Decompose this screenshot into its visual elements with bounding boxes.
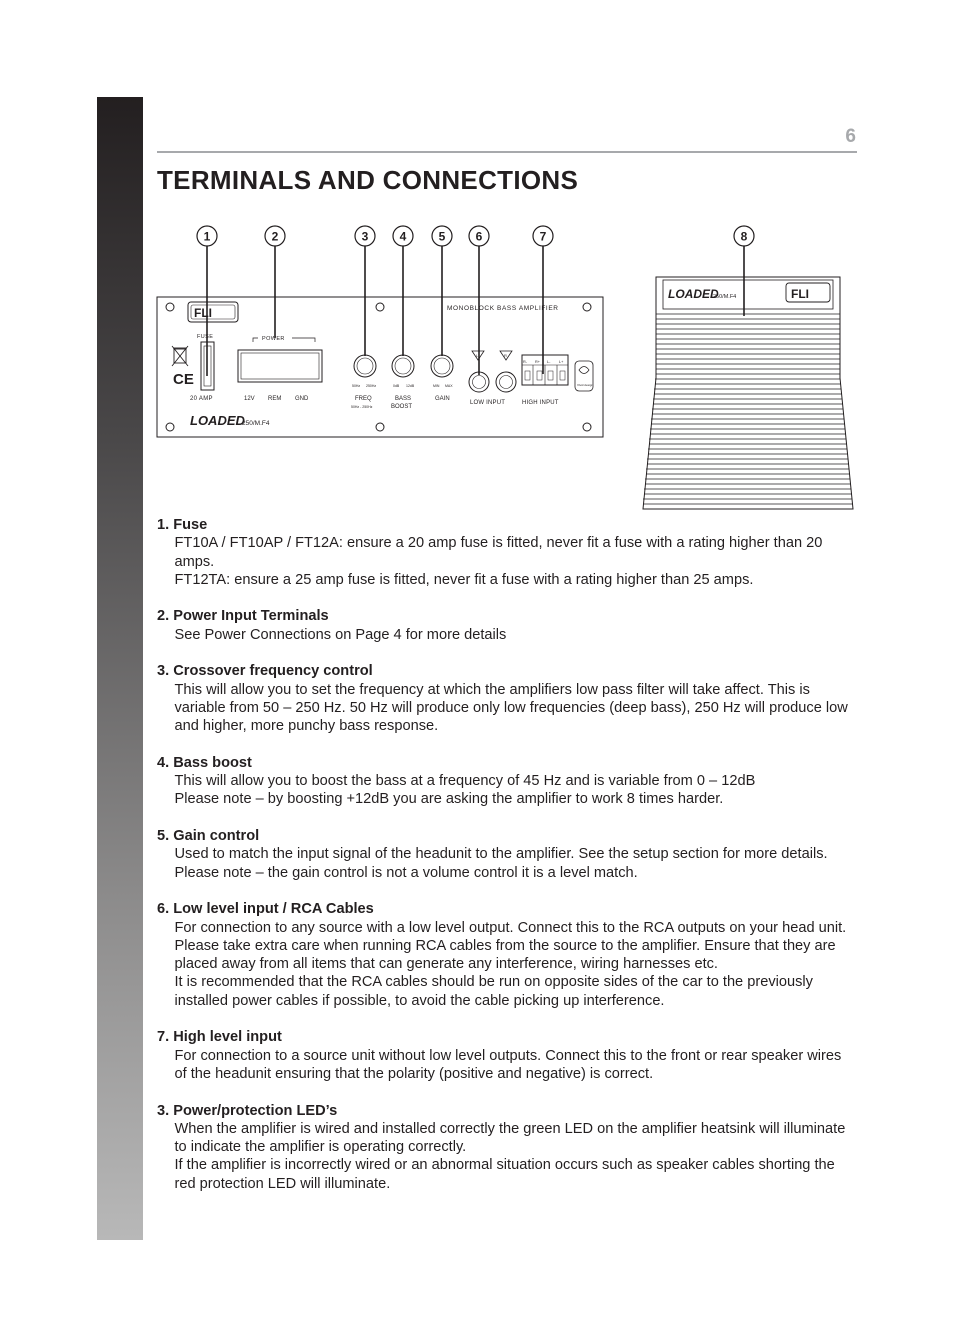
callout-4	[393, 226, 413, 246]
section-paragraph: FT10A / FT10AP / FT12A: ensure a 20 amp fuse is fitted, never fit a fuse with a rating higher than 20 amps.	[174, 535, 823, 570]
section-paragraph: See Power Connections on Page 4 for more details	[174, 626, 507, 643]
rca-right-label: R	[504, 353, 507, 358]
fuse-label: FUSE	[197, 334, 214, 340]
callout-number: 2	[271, 229, 279, 244]
section-heading: 5. Gain control	[157, 828, 260, 845]
heatsink-logo-text: FLI	[791, 287, 809, 301]
amplifier-diagram	[150, 218, 870, 514]
section-leds	[157, 1102, 857, 1193]
rca-left-label: L	[476, 353, 479, 358]
badge-label: Vivid design	[577, 383, 594, 387]
section-high-level-input	[157, 1028, 857, 1083]
callout-5	[432, 226, 452, 246]
terminal-gnd-label: GND	[295, 396, 309, 402]
callout-7	[533, 226, 553, 246]
callout-3	[355, 226, 375, 246]
power-label: POWER	[262, 336, 285, 342]
weee-bin-icon	[172, 346, 188, 366]
freq-max-label: 250Hz	[366, 384, 377, 388]
callout-number: 4	[399, 229, 407, 244]
section-low-level-input	[157, 900, 857, 1010]
side-bar	[97, 97, 143, 1240]
hi-term-label: L-	[547, 360, 551, 364]
section-heading: 3. Crossover frequency control	[157, 663, 373, 680]
freq-min-label: 50Hz	[352, 384, 361, 388]
section-bass-boost	[157, 754, 857, 809]
callout-number: 8	[740, 229, 748, 244]
gain-max-label: MAX	[445, 384, 453, 388]
fuse-rating-label: 20 AMP	[190, 396, 213, 402]
page-title: TERMINALS AND CONNECTIONS	[157, 165, 579, 195]
section-paragraph: For connection to any source with a low level output. Connect this to the RCA outputs on your head unit.	[174, 919, 847, 936]
section-paragraph: Please take extra care when running RCA cables from the source to the amplifier. Ensure that they are placed away from all items that can generate any interference, wiring harnesses etc.	[174, 937, 836, 973]
section-paragraph: For connection to a source unit without low level outputs. Connect this to the front or rear speaker wires of the headunit ensuring that the polarity (positive and negative) is correct.	[174, 1047, 842, 1082]
callout-number: 5	[438, 229, 446, 244]
hi-term-label: L+	[559, 360, 564, 364]
section-paragraph: Used to match the input signal of the headunit to the amplifier. See the setup section for more details. Please note – the gain control is not a volume control it is a level match.	[174, 846, 828, 881]
callout-number: 3	[361, 229, 369, 244]
section-heading: 7. High level input	[157, 1029, 282, 1046]
section-paragraph: If the amplifier is incorrectly wired or an abnormal situation occurs such as speaker cables shorting the red protection LED will illuminate.	[174, 1157, 835, 1192]
section-heading: 1. Fuse	[157, 517, 208, 533]
section-paragraph: When the amplifier is wired and installed correctly the green LED on the amplifier heatsink will illuminate to indicate the amplifier is operating correctly.	[174, 1120, 846, 1156]
callout-6	[469, 226, 489, 246]
boost-max-label: 12dB	[406, 384, 415, 388]
callout-number: 1	[203, 229, 211, 244]
logo-text: FLI	[194, 306, 212, 320]
freq-range-label: 50Hz - 250Hz	[351, 405, 373, 409]
section-heading: 4. Bass boost	[157, 754, 252, 771]
panel-brand: LOADED	[190, 413, 245, 428]
boost-label: BOOST	[391, 404, 413, 410]
heatsink-brand: LOADED	[668, 287, 719, 301]
header-rule	[157, 151, 857, 153]
gain-min-label: MIN	[433, 384, 440, 388]
heatsink-top-view	[643, 277, 853, 509]
section-heading: 6. Low level input / RCA Cables	[157, 901, 374, 918]
panel-model: 250/M.F4	[242, 420, 270, 427]
heatsink-model: 250/M.F4	[713, 294, 737, 300]
callout-1	[197, 226, 217, 246]
section-paragraph: This will allow you to set the frequency at which the amplifiers low pass filter will take affect. This is variable from 50 – 250 Hz. 50 Hz will produce only low frequencies (deep bass), 250 Hz will produce low and higher, more punchy bass response.	[174, 681, 848, 735]
callout-2	[265, 226, 285, 246]
sections	[157, 516, 857, 1211]
section-paragraph: Please note – by boosting +12dB you are asking the amplifier to work 8 times harder.	[174, 791, 724, 808]
freq-label: FREQ	[355, 396, 372, 402]
section-power-input	[157, 607, 857, 644]
section-fuse	[157, 516, 857, 589]
callout-number: 6	[475, 229, 483, 244]
ce-mark-icon: CE	[173, 371, 194, 388]
section-paragraph: FT12TA: ensure a 25 amp fuse is fitted, never fit a fuse with a rating higher than 25 amps.	[174, 571, 754, 588]
terminal-12v-label: 12V	[244, 396, 255, 402]
terminal-rem-label: REM	[268, 396, 282, 402]
callout-number: 7	[539, 229, 547, 244]
boost-min-label: 0dB	[393, 384, 400, 388]
section-gain	[157, 827, 857, 882]
front-panel	[157, 297, 603, 437]
page-number: 6	[845, 126, 856, 147]
section-paragraph: This will allow you to boost the bass at a frequency of 45 Hz and is variable from 0 – 12dB	[174, 773, 756, 790]
high-input-label: HIGH INPUT	[522, 400, 559, 406]
section-paragraph: It is recommended that the RCA cables should be run on opposite sides of the car to the previously installed power cables if possible, to avoid the cable picking up interference.	[174, 974, 813, 1009]
hi-term-label: R+	[535, 360, 540, 364]
hi-term-label: R-	[523, 360, 528, 364]
section-crossover	[157, 662, 857, 735]
panel-header: MONOBLOCK BASS AMPLIFIER	[447, 305, 559, 312]
gain-label: GAIN	[435, 396, 450, 402]
section-heading: 3. Power/protection LED’s	[157, 1102, 338, 1119]
callout-8	[734, 226, 754, 246]
bass-label: BASS	[395, 396, 412, 402]
low-input-label: LOW INPUT	[470, 400, 506, 406]
section-heading: 2. Power Input Terminals	[157, 608, 329, 625]
